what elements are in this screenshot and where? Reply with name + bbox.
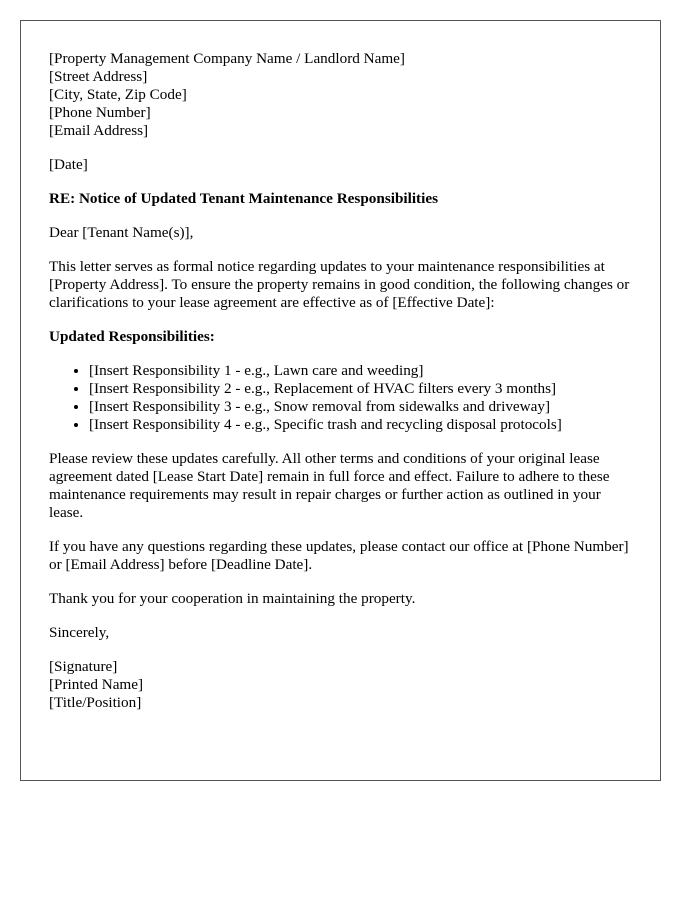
responsibilities-list <box>49 362 632 434</box>
signature-block <box>49 658 632 712</box>
printed-name: [Printed Name] <box>49 676 144 693</box>
intro-paragraph: This letter serves as formal notice regarding updates to your maintenance responsibilities at [Property Address]. To ensure the property remains in good condition, the following changes or clarifications to your lease agreement are effective as of [Effective Date]: <box>49 258 630 311</box>
letter-subject: RE: Notice of Updated Tenant Maintenance Responsibilities <box>49 190 438 207</box>
sender-phone: [Phone Number] <box>49 104 151 121</box>
list-item: • [Insert Responsibility 1 - e.g., Lawn care and weeding] <box>89 362 632 380</box>
sender-street: [Street Address] <box>49 68 148 85</box>
sender-name: [Property Management Company Name / Landlord Name] <box>49 50 405 67</box>
closing: Sincerely, <box>49 624 110 641</box>
salutation: Dear [Tenant Name(s)], <box>49 224 194 241</box>
thanks-paragraph: Thank you for your cooperation in maintaining the property. <box>49 590 416 607</box>
letter-page <box>20 20 661 781</box>
list-item: • [Insert Responsibility 3 - e.g., Snow removal from sidewalks and driveway] <box>89 398 632 416</box>
sender-address-block <box>49 50 632 140</box>
list-item: • [Insert Responsibility 4 - e.g., Specific trash and recycling disposal protocols] <box>89 416 632 434</box>
list-item: • [Insert Responsibility 2 - e.g., Replacement of HVAC filters every 3 months] <box>89 380 632 398</box>
questions-paragraph: If you have any questions regarding these updates, please contact our office at [Phone Number] or [Email Address] before [Deadline Date]. <box>49 538 629 573</box>
sender-city-state-zip: [City, State, Zip Code] <box>49 86 187 103</box>
signature-line: [Signature] <box>49 658 118 675</box>
title-position: [Title/Position] <box>49 694 142 711</box>
letter-date: [Date] <box>49 156 88 173</box>
review-paragraph: Please review these updates carefully. All other terms and conditions of your original lease agreement dated [Lease Start Date] remain in full force and effect. Failure to adhere to these maintenance requirements may result in repair charges or further action as outlined in your lease. <box>49 450 610 521</box>
responsibilities-heading: Updated Responsibilities: <box>49 328 215 345</box>
sender-email: [Email Address] <box>49 122 149 139</box>
